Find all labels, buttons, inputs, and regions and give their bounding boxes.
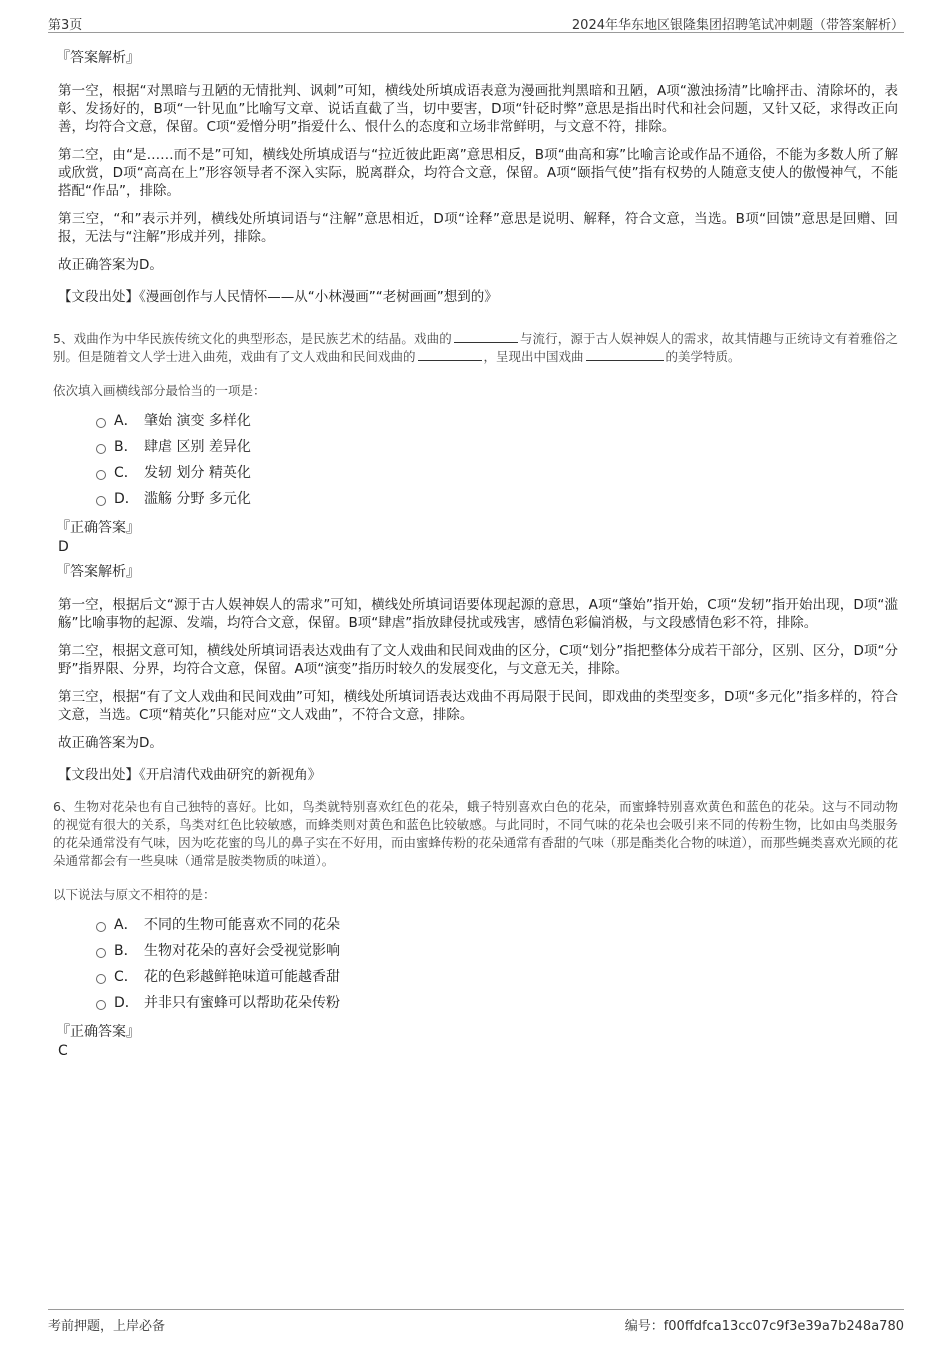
q5-blank-1 — [454, 330, 518, 343]
radio-icon[interactable] — [96, 470, 106, 480]
q6-option-b[interactable] — [96, 942, 898, 960]
radio-icon[interactable] — [96, 974, 106, 984]
page-header — [48, 12, 904, 33]
q5-answer: D — [58, 539, 69, 555]
option-text: 发轫 划分 精英化 — [144, 465, 251, 481]
q6-option-a[interactable] — [96, 916, 898, 934]
q5-stem-part-1: 5、戏曲作为中华民族传统文化的典型形态，是民族艺术的结晶。戏曲的 — [53, 331, 452, 346]
option-letter: B． — [114, 439, 138, 455]
q6-option-c[interactable] — [96, 968, 898, 986]
radio-icon[interactable] — [96, 922, 106, 932]
radio-icon[interactable] — [96, 948, 106, 958]
option-text: 不同的生物可能喜欢不同的花朵 — [144, 917, 340, 933]
q5-stem-part-2: 与流行，源于古人娱神娱人的需求，故其情趣与正统诗文有着雅俗之别。但是随着文人学士进入曲苑，戏曲有了文人戏曲和民间戏曲的 — [53, 331, 898, 364]
q6-prompt: 以下说法与原文不相符的是： — [53, 887, 216, 902]
radio-icon[interactable] — [96, 444, 106, 454]
q4-source — [58, 288, 898, 306]
page-number: 第3页 — [48, 18, 83, 33]
q6-answer: C — [58, 1043, 68, 1059]
page-content — [53, 42, 898, 1064]
q5-option-a[interactable] — [96, 412, 898, 430]
q4-analysis-para-2: 第二空，由“是……而不是”可知，横线处所填成语与“拉近彼此距离”意思相反，B项“曲高和寡”比喻言论或作品不通俗，不能为多数人所了解或欣赏，D项“高高在上”形容领导者不深入实际，脱离群众，均符合文意，保留。A项“颐指气使”指有权势的人随意支使人的傲慢神气，不能搭配“作品”，排除。 — [58, 147, 898, 199]
option-letter: A． — [114, 917, 138, 933]
q6-answer-label: 『正确答案』 — [56, 1024, 140, 1040]
option-text: 肇始 演变 多样化 — [144, 413, 251, 429]
option-text: 并非只有蜜蜂可以帮助花朵传粉 — [144, 995, 340, 1011]
q5-prompt: 依次填入画横线部分最恰当的一项是： — [53, 383, 266, 398]
source-label: 【文段出处】 — [58, 767, 139, 783]
option-text: 生物对花朵的喜好会受视觉影响 — [144, 943, 340, 959]
q5-stem-part-4: 的美学特质。 — [665, 349, 741, 364]
q5-analysis-para-2: 第二空，根据文意可知，横线处所填词语表达戏曲有了文人戏曲和民间戏曲的区分，C项“划分”指把整体分成若干部分，区别、区分，D项“分野”指界限、分界，均符合文意，保留。A项“演变”指历时较久的发展变化，与文意无关，排除。 — [58, 643, 898, 677]
page-footer — [48, 1309, 904, 1332]
radio-icon[interactable] — [96, 418, 106, 428]
q5-option-b[interactable] — [96, 438, 898, 456]
option-text: 肆虐 区别 差异化 — [144, 439, 251, 455]
q5-analysis-label: 『答案解析』 — [56, 564, 140, 580]
option-letter: C． — [114, 969, 138, 985]
q5-options — [96, 412, 898, 508]
q4-analysis-para-1: 第一空，根据“对黑暗与丑陋的无情批判、讽刺”可知，横线处所填成语表意为漫画批判黑暗和丑陋，A项“激浊扬清”比喻抨击、清除坏的，表彰、发扬好的，B项“一针见血”比喻写文章、说话直截了当，切中要害，D项“针砭时弊”意思是指出时代和社会问题，又针又砭，求得改正向善，均符合文意，保留。C项“爱憎分明”指爱什么、恨什么的态度和立场非常鲜明，与文意不符，排除。 — [58, 83, 898, 135]
option-letter: B． — [114, 943, 138, 959]
footer-slogan: 考前押题，上岸必备 — [48, 1319, 166, 1334]
q5-blank-3 — [586, 348, 664, 361]
q4-analysis-label: 『答案解析』 — [56, 50, 140, 66]
q6-option-d[interactable] — [96, 994, 898, 1012]
q4-conclusion: 故正确答案为D。 — [58, 257, 163, 273]
option-letter: A． — [114, 413, 138, 429]
q5-option-d[interactable] — [96, 490, 898, 508]
q5-conclusion: 故正确答案为D。 — [58, 735, 163, 751]
q5-option-c[interactable] — [96, 464, 898, 482]
option-letter: D． — [114, 995, 139, 1011]
option-text: 滥觞 分野 多元化 — [144, 491, 251, 507]
q5-analysis-para-1: 第一空，根据后文“源于古人娱神娱人的需求”可知，横线处所填词语要体现起源的意思，A项“肇始”指开始，C项“发轫”指开始出现，D项“滥觞”比喻事物的起源、发端，均符合文意，保留。B项“肆虐”指放肆侵扰或残害，感情色彩偏消极，与文段感情色彩不符，排除。 — [58, 597, 898, 631]
option-text: 花的色彩越鲜艳味道可能越香甜 — [144, 969, 340, 985]
option-letter: C． — [114, 465, 138, 481]
q5-stem — [53, 330, 898, 366]
q6-stem: 6、生物对花朵也有自己独特的喜好。比如，鸟类就特别喜欢红色的花朵，蛾子特别喜欢白色的花朵，而蜜蜂特别喜欢黄色和蓝色的花朵。这与不同动物的视觉有很大的关系，鸟类对红色比较敏感，而蜂类则对黄色和蓝色比较敏感。与此同时，不同气味的花朵也会吸引来不同的传粉生物，比如由鸟类服务的花朵通常没有气味，因为吃花蜜的鸟儿的鼻子实在不好用，而由蜜蜂传粉的花朵通常有香甜的气味（那是酯类化合物的味道），而那些蝇类喜欢光顾的花朵通常都会有一些臭味（通常是胺类物质的味道）。 — [53, 799, 898, 868]
q5-source — [58, 766, 898, 784]
option-letter: D． — [114, 491, 139, 507]
q5-source-title: 《开启清代戏曲研究的新视角》 — [139, 767, 322, 783]
source-label: 【文段出处】 — [58, 289, 139, 305]
q5-analysis-para-3: 第三空，根据“有了文人戏曲和民间戏曲”可知，横线处所填词语表达戏曲不再局限于民间，即戏曲的类型变多，D项“多元化”指多样的，符合文意，当选。C项“精英化”只能对应“文人戏曲”，不符合文意，排除。 — [58, 689, 898, 723]
radio-icon[interactable] — [96, 496, 106, 506]
document-id: 编号：f00ffdfca13cc07c9f3e39a7b248a780 — [624, 1319, 904, 1334]
document-title: 2024年华东地区银隆集团招聘笔试冲刺题（带答案解析） — [571, 18, 904, 33]
q6-options — [96, 916, 898, 1012]
q4-analysis-para-3: 第三空，“和”表示并列，横线处所填词语与“注解”意思相近，D项“诠释”意思是说明、解释，符合文意，当选。B项“回馈”意思是回赠、回报，无法与“注解”形成并列，排除。 — [58, 211, 898, 245]
q4-source-title: 《漫画创作与人民情怀——从“小林漫画”“老树画画”想到的》 — [139, 289, 498, 305]
q5-blank-2 — [418, 348, 482, 361]
q5-stem-part-3: ，呈现出中国戏曲 — [483, 349, 584, 364]
radio-icon[interactable] — [96, 1000, 106, 1010]
q5-answer-label: 『正确答案』 — [56, 520, 140, 536]
